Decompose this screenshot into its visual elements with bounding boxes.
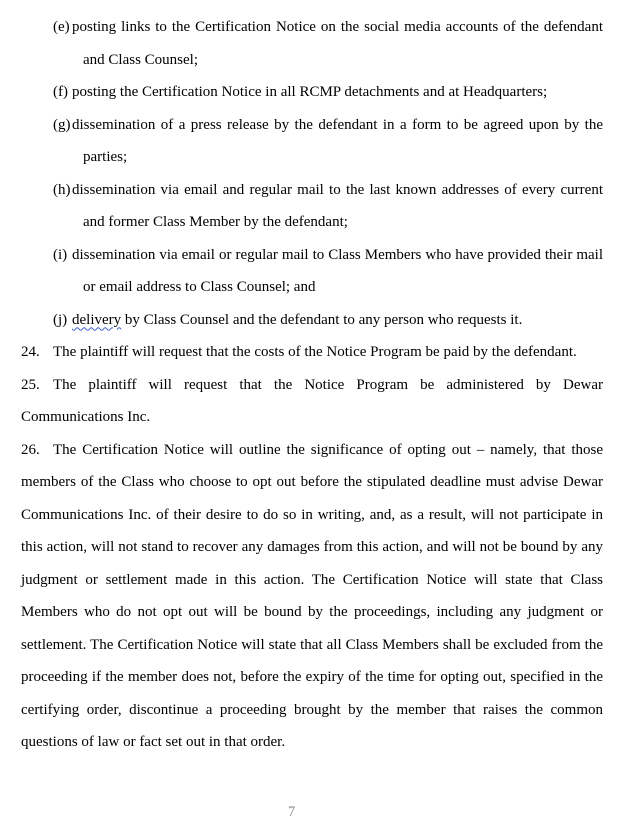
- paragraph-number: 25.: [21, 376, 40, 393]
- spellcheck-underlined-word: delivery: [72, 311, 122, 328]
- paragraph-number: 26.: [21, 441, 40, 458]
- lettered-list: [21, 11, 603, 336]
- list-item: [21, 109, 603, 174]
- paragraph-text: The plaintiff will request that the costs of the Notice Program be paid by the defendant.: [53, 344, 577, 360]
- list-item: [21, 11, 603, 76]
- numbered-paragraph: [21, 369, 603, 434]
- numbered-paragraphs: [21, 336, 603, 759]
- list-item-text: dissemination via email or regular mail to Class Members who have provided their mail or email address to Class Counsel; and: [72, 246, 603, 295]
- list-item-label: (j): [53, 311, 68, 328]
- paragraph-text: The Certification Notice will outline the significance of opting out – namely, that those members of the Class who choose to opt out before the stipulated deadline must advise Dewar Communications Inc. of their desire to do so in writing, and, as a result, will not participate in this action, will not stand to recover any damages from this action, and will not be bound by any judgment or settlement made in this action. The Certification Notice will state that Class Members who do not opt out will be bound by the proceedings, including any judgment or settlement. The Certification Notice will state that all Class Members shall be excluded from the proceeding if the member does not, before the expiry of the time for opting out, specified in the certifying order, discontinue a proceeding brought by the member that raises the common questions of law or fact set out in that order.: [21, 441, 603, 750]
- paragraph-number: 24.: [21, 344, 40, 360]
- list-item-text: posting links to the Certification Notice on the social media accounts of the defendant and Class Counsel;: [72, 19, 603, 68]
- page-number: 7: [288, 804, 296, 820]
- list-item-text: delivery by Class Counsel and the defendant to any person who requests it.: [72, 311, 523, 328]
- list-item-label: (i): [53, 246, 68, 263]
- list-item-text: dissemination via email and regular mail to the last known addresses of every current and former Class Member by the defendant;: [72, 181, 603, 230]
- list-item-label: (f): [53, 84, 68, 100]
- list-item-label: (g): [53, 116, 71, 133]
- list-item: [21, 174, 603, 239]
- list-item-text: dissemination of a press release by the defendant in a form to be agreed upon by the parties;: [72, 116, 603, 165]
- list-item: [21, 239, 603, 304]
- paragraph-text: The plaintiff will request that the Notice Program be administered by Dewar Communications Inc.: [21, 376, 603, 425]
- numbered-paragraph: [21, 336, 603, 369]
- list-item-text: posting the Certification Notice in all RCMP detachments and at Headquarters;: [72, 84, 548, 100]
- numbered-paragraph: [21, 434, 603, 759]
- list-item: [21, 76, 603, 109]
- list-item: [21, 304, 603, 337]
- list-item-label: (e): [53, 19, 70, 35]
- list-item-label: (h): [53, 181, 71, 198]
